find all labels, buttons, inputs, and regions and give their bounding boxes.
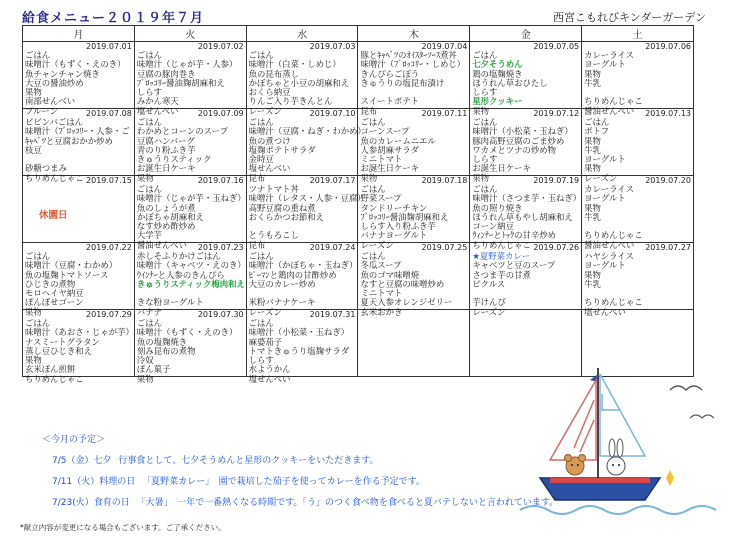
day-cell bbox=[134, 306, 246, 384]
snack-item: みかん寒天 bbox=[136, 96, 179, 107]
menu-item: 豆腐ハンバーグ bbox=[136, 135, 195, 146]
menu-item: ナスミートグラタン bbox=[25, 336, 100, 347]
seagull-icon bbox=[690, 415, 714, 418]
menu-item: ごはん bbox=[472, 50, 498, 60]
menu-item: 果物 bbox=[25, 87, 42, 98]
menu-item: 大豆の醤油炒め bbox=[25, 77, 84, 88]
schedule-heading: ＜今月の予定＞ bbox=[42, 435, 106, 445]
menu-item: カレーライス bbox=[584, 184, 635, 194]
menu-item: ヨーグルト bbox=[584, 59, 626, 70]
snack-item: 南部せんべい bbox=[25, 96, 76, 107]
school-name: 西宮こもれびキンダーガーデン bbox=[552, 11, 706, 24]
snack-item: ぽんぽせゴーン bbox=[25, 297, 84, 308]
schedule-date: 7/5（金）七夕 bbox=[52, 456, 112, 466]
menu-item: ごはん bbox=[248, 50, 274, 60]
snack-item: お誕生日ケーキ bbox=[136, 163, 196, 174]
snack-item: 果物 bbox=[136, 373, 154, 384]
menu-item: ミニトマト bbox=[360, 154, 403, 165]
menu-item: 味噌汁（あおさ・じゃが芋） bbox=[25, 327, 134, 338]
weekday-wed: 水 bbox=[246, 26, 358, 42]
day-date: 2019.07.11 bbox=[421, 109, 468, 118]
schedule-date: 7/11（火）料理の日 bbox=[52, 477, 136, 487]
star-icon bbox=[666, 470, 674, 486]
snack-item: 果物 bbox=[584, 163, 601, 174]
menu-item: 七夕そうめん bbox=[472, 59, 523, 70]
snack-item: お誕生日ケーキ bbox=[472, 163, 531, 174]
day-cell bbox=[358, 239, 470, 317]
day-date: 2019.07.01 bbox=[86, 42, 132, 51]
sailboat-illustration bbox=[520, 360, 735, 535]
menu-item: 冷奴 bbox=[136, 355, 154, 366]
week-row bbox=[23, 109, 694, 176]
weekday-fri: 金 bbox=[470, 26, 582, 42]
day-cell bbox=[246, 306, 358, 384]
snack-item: 星形クッキー bbox=[472, 96, 523, 107]
menu-item: 人参胡麻サラダ bbox=[360, 144, 420, 155]
snack-item: りんご入り芋きんとん bbox=[248, 96, 333, 107]
menu-item: ごはん bbox=[248, 117, 274, 127]
day-date: 2019.07.24 bbox=[309, 243, 356, 252]
footer-disclaimer: *献立内容が変更になる場合もございます。ご了承ください。 bbox=[20, 523, 226, 532]
menu-item: かぼちゃ胡麻和え bbox=[136, 211, 204, 222]
day-date: 2019.07.06 bbox=[645, 42, 691, 51]
menu-item: 果物 bbox=[584, 269, 601, 280]
menu-item: ほうれん草おひたし bbox=[472, 77, 548, 88]
menu-item: おくら納豆 bbox=[248, 87, 291, 98]
schedule-text: 「夏野菜カレー」 園で栽培した茄子を使ってカレーを作る予定です。 bbox=[142, 477, 425, 487]
snack-item: 水ようかん bbox=[248, 364, 291, 375]
menu-item: 味噌汁（じゃが芋・人参） bbox=[136, 59, 238, 70]
menu-item: 大豆のカレー炒め bbox=[248, 278, 316, 289]
menu-item: 味噌汁（もずく・えのき） bbox=[136, 327, 238, 338]
menu-item: ごはん bbox=[136, 184, 162, 194]
snack-item: レーズン bbox=[472, 306, 506, 317]
day-date: 2019.07.13 bbox=[645, 109, 691, 118]
menu-item: なすと豆腐の味噌炒め bbox=[360, 278, 445, 289]
menu-item: ピクルス bbox=[472, 278, 506, 289]
menu-item: 味噌汁（白菜・しめじ） bbox=[248, 59, 341, 70]
calendar-body bbox=[23, 42, 694, 384]
menu-item: 枝豆 bbox=[25, 144, 42, 155]
menu-item: ごはん bbox=[25, 50, 51, 60]
menu-calendar bbox=[22, 25, 694, 384]
menu-item: ごはん bbox=[136, 50, 162, 60]
snack-item: お誕生日ケーキ bbox=[360, 163, 420, 174]
menu-item: ﾋﾟｰﾏﾝと鶏肉の甘酢炒め bbox=[248, 269, 337, 280]
menu-item: モロヘイヤ納豆 bbox=[25, 288, 84, 299]
day-cell bbox=[358, 306, 470, 377]
snack-item: ちりめんじゃこ bbox=[584, 230, 643, 241]
day-date: 2019.07.22 bbox=[86, 243, 132, 252]
snack-item: レーズン bbox=[584, 172, 618, 183]
day-cell bbox=[470, 239, 582, 317]
menu-item: 金時豆 bbox=[248, 154, 274, 165]
weekday-thu: 木 bbox=[358, 26, 470, 42]
snack-item: 塩せんべい bbox=[248, 373, 291, 384]
snack-item: 果物 bbox=[360, 172, 378, 183]
schedule-line bbox=[52, 474, 582, 487]
snack-item: 昆布 bbox=[360, 105, 378, 116]
day-date: 2019.07.10 bbox=[309, 109, 356, 118]
menu-item: ごはん bbox=[25, 251, 51, 261]
menu-item: 豆腐の豚肉巻き bbox=[136, 68, 196, 79]
menu-item: ハヤシライス bbox=[584, 251, 634, 261]
menu-item: ﾌﾞﾛｯｺﾘｰ醤油麹胡麻和え bbox=[136, 77, 225, 88]
menu-item: 果物 bbox=[584, 135, 601, 146]
menu-item: 味噌汁（ﾌﾞﾛｯｺﾘｰ・人参・ご bbox=[25, 126, 130, 137]
menu-item: 赤しそふりかけごはん bbox=[136, 251, 221, 261]
menu-item: ｷｬﾍﾞﾂと豆腐おかか炒め bbox=[25, 135, 113, 146]
menu-item: ほうれん草もやし胡麻和え bbox=[472, 211, 573, 222]
snack-item: バナナ bbox=[136, 306, 162, 317]
menu-item: コーン納豆 bbox=[472, 221, 515, 232]
day-date: 2019.07.27 bbox=[645, 243, 691, 252]
schedule-line bbox=[52, 453, 582, 466]
menu-item: しらす bbox=[136, 87, 162, 98]
menu-item: わかめとコーンのスープ bbox=[136, 126, 228, 137]
menu-item: キャベツと豆のスープ bbox=[472, 260, 556, 271]
menu-item: さつま芋の甘煮 bbox=[472, 269, 531, 280]
menu-item: トマトきゅうり塩麹サラダ bbox=[248, 345, 350, 356]
seagull-icon bbox=[670, 386, 702, 390]
menu-item: 味噌汁（じゃが芋・玉ねぎ） bbox=[136, 193, 246, 204]
menu-item: 味噌汁（さつま芋・玉ねぎ） bbox=[472, 193, 582, 204]
menu-item: 青のり粉ふき芋 bbox=[136, 144, 196, 155]
holiday-label: 休園日 bbox=[39, 210, 68, 221]
menu-item: ビビンバごはん bbox=[25, 117, 84, 127]
menu-item: 牛乳 bbox=[584, 211, 601, 222]
menu-item: ひじきの煮物 bbox=[25, 278, 76, 289]
snack-item: 昆布 bbox=[248, 239, 266, 250]
day-date: 2019.07.05 bbox=[533, 42, 580, 51]
snack-item: レーズン bbox=[360, 239, 394, 250]
menu-item: ★夏野菜カレー bbox=[472, 251, 531, 261]
menu-item: 冬瓜スープ bbox=[360, 260, 402, 271]
snack-item: 果物 bbox=[472, 172, 490, 183]
menu-item: 高野豆腐の重ね煮 bbox=[248, 202, 316, 213]
snack-item: ぽん菓子 bbox=[136, 364, 171, 375]
menu-item: ごはん bbox=[472, 117, 498, 127]
snack-item: スイートポテト bbox=[360, 96, 419, 107]
menu-item: なす炒め酢炒め bbox=[136, 221, 196, 232]
day-date: 2019.07.08 bbox=[86, 109, 132, 118]
menu-item: 野菜スープ bbox=[360, 193, 402, 204]
snack-item: 昆布 bbox=[248, 172, 266, 183]
menu-item: ヨーグルト bbox=[584, 154, 626, 165]
menu-item: 味噌汁（かぼちゃ・玉ねぎ） bbox=[248, 260, 358, 271]
snack-item: とうもろこし bbox=[248, 230, 299, 241]
menu-item: 魚の煮つけ bbox=[248, 135, 291, 146]
menu-item: ﾌﾞﾛｯｺﾘｰ醤油麹胡麻和え bbox=[360, 211, 449, 222]
snack-item: きな粉ヨーグルト bbox=[136, 297, 204, 308]
menu-item: きゅうりの塩昆布漬け bbox=[360, 77, 445, 88]
snack-item: 果物 bbox=[472, 105, 490, 116]
menu-item: ごはん bbox=[136, 117, 162, 127]
menu-item: 麻婆茄子 bbox=[248, 336, 283, 347]
menu-item: 味噌汁（豆腐・ねぎ・わかめ） bbox=[248, 126, 366, 137]
menu-item: 魚の照り焼き bbox=[472, 202, 523, 213]
menu-item: 味噌汁（キャベツ・えのき） bbox=[136, 260, 246, 271]
monthly-schedule bbox=[22, 432, 582, 508]
menu-item: 味噌汁（ﾌﾞﾛｯｺﾘｰ・しめじ） bbox=[360, 59, 466, 70]
day-date: 2019.07.25 bbox=[421, 243, 468, 252]
snack-item: 塩せんべい bbox=[136, 105, 179, 116]
menu-item: 魚の塩麹焼き bbox=[136, 336, 188, 347]
menu-item: ポトフ bbox=[584, 126, 610, 137]
menu-item: 豚肉高野豆腐のごま炒め bbox=[472, 135, 565, 146]
day-date: 2019.07.19 bbox=[533, 176, 580, 185]
snack-item: レーズン bbox=[248, 306, 282, 317]
snack-item: プルーン bbox=[25, 105, 58, 116]
menu-item: 豚とｷｬﾍﾞﾂのｵｲｽﾀｰｿｰｽ煮丼 bbox=[360, 50, 457, 60]
menu-title: 給食メニュー２０１９年７月 bbox=[22, 11, 205, 26]
day-cell bbox=[23, 172, 135, 243]
week-row bbox=[23, 42, 694, 109]
schedule-text: 「大暑」 一年で一番熱くなる時期です。「う」のつく食べ物を食べると夏バテしないと言われています。 bbox=[136, 498, 559, 508]
menu-item: ごはん bbox=[360, 184, 386, 194]
day-date: 2019.07.03 bbox=[309, 42, 356, 51]
snack-item: 果物 bbox=[25, 306, 42, 317]
day-date: 2019.07.18 bbox=[421, 176, 468, 185]
menu-item: ごはん bbox=[136, 318, 162, 328]
weekday-mon: 月 bbox=[23, 26, 135, 42]
snack-item: 醤油せんべい bbox=[584, 105, 635, 116]
menu-item: 果物 bbox=[584, 68, 601, 79]
snack-item: 玄米ぽん煎餅 bbox=[25, 364, 76, 375]
bear-icon bbox=[565, 455, 586, 476]
menu-item: 魚の塩麹トマトソース bbox=[25, 269, 109, 280]
menu-item: 味噌汁（豆腐・わかめ） bbox=[25, 260, 118, 271]
menu-item: ごはん bbox=[248, 318, 274, 328]
snack-item: バナナヨーグルト bbox=[360, 230, 428, 241]
day-date: 2019.07.15 bbox=[86, 176, 132, 185]
snack-item: 醤油せんべい bbox=[584, 239, 635, 250]
menu-item: 魚のしょうが煮 bbox=[136, 202, 196, 213]
menu-item: コーンスープ bbox=[360, 126, 410, 137]
snack-item: ちりめんじゃこ bbox=[25, 373, 84, 384]
menu-item: ヨーグルト bbox=[584, 260, 626, 271]
menu-item: 蒸し豆ひじき和え bbox=[25, 345, 92, 356]
menu-item: ワカメとツナの炒め物 bbox=[472, 144, 557, 155]
snack-item: 米粉バナナケーキ bbox=[248, 297, 316, 308]
day-date: 2019.07.04 bbox=[421, 42, 468, 51]
snack-item: ｳｨﾝﾅｰとﾄｯｸの甘辛炒め bbox=[472, 230, 557, 241]
menu-item: ごはん bbox=[360, 251, 386, 261]
week-row bbox=[23, 176, 694, 243]
snack-item: 塩せんべい bbox=[584, 306, 626, 317]
snack-item: レーズン bbox=[248, 105, 282, 116]
schedule-date: 7/23(火）食育の日 bbox=[52, 498, 130, 508]
menu-item: ごはん bbox=[360, 117, 386, 127]
menu-item: 魚のゴマ味噌焼 bbox=[360, 269, 420, 280]
day-date: 2019.07.16 bbox=[197, 176, 244, 185]
menu-item: かぼちゃと小豆の胡麻和え bbox=[248, 77, 350, 88]
snack-item: ちりめんじゃこ bbox=[584, 297, 643, 308]
menu-item: 果物 bbox=[25, 355, 42, 366]
snack-item: 果物 bbox=[136, 172, 154, 183]
weekday-tue: 火 bbox=[134, 26, 246, 42]
snack-item: 芋けんぴ bbox=[472, 297, 506, 308]
schedule-line bbox=[52, 495, 582, 508]
menu-item: 刻み昆布の煮物 bbox=[136, 345, 196, 356]
day-date: 2019.07.09 bbox=[197, 109, 244, 118]
menu-item: ごはん bbox=[584, 117, 610, 127]
day-date: 2019.07.26 bbox=[533, 243, 580, 252]
menu-item: 味噌汁（小松菜・玉ねぎ） bbox=[248, 327, 350, 338]
menu-item: しらす入り粉ふき芋 bbox=[360, 221, 436, 232]
day-date: 2019.07.17 bbox=[309, 176, 356, 185]
menu-item: 牛乳 bbox=[584, 278, 601, 289]
menu-item: 魚の昆布蒸し bbox=[248, 68, 299, 79]
week-row bbox=[23, 243, 694, 310]
weekday-header-row bbox=[23, 26, 694, 42]
menu-item: 果物 bbox=[584, 202, 601, 213]
menu-item: 魚チャンチャン焼き bbox=[25, 68, 100, 79]
schedule-text: 行事食として、七夕そうめんと星形のクッキーをいただきます。 bbox=[118, 456, 379, 466]
menu-item: 塩麹ポテトサラダ bbox=[248, 144, 316, 155]
snack-item: 玄米おかき bbox=[360, 306, 403, 317]
weekday-sat: 土 bbox=[582, 26, 694, 42]
menu-item: ごはん bbox=[248, 251, 274, 261]
menu-item: カレーライス bbox=[584, 50, 635, 60]
menu-item: 魚のカレームニエル bbox=[360, 135, 436, 146]
menu-item: おくらかつお節和え bbox=[248, 211, 325, 222]
day-date: 2019.07.30 bbox=[197, 310, 244, 319]
day-cell bbox=[23, 306, 135, 384]
menu-item: きんぴらごぼう bbox=[360, 68, 420, 79]
day-date: 2019.07.02 bbox=[197, 42, 244, 51]
snack-item: ちりめんじゃこ bbox=[25, 172, 84, 183]
snack-item: 塩せんべい bbox=[248, 163, 291, 174]
day-date: 2019.07.23 bbox=[197, 243, 244, 252]
menu-item: 味噌汁（もずく・えのき） bbox=[25, 59, 126, 70]
day-cell bbox=[582, 239, 694, 317]
menu-item: ヨーグルト bbox=[584, 193, 626, 204]
snack-item: 醤油せんべい bbox=[136, 239, 187, 250]
snack-item: 夏天入参オレンジゼリー bbox=[360, 297, 453, 308]
menu-item: ミニトマト bbox=[360, 288, 403, 299]
day-date: 2019.07.29 bbox=[86, 310, 132, 319]
snack-item: 砂糖つまみ bbox=[25, 163, 67, 174]
menu-item: しらす bbox=[472, 87, 498, 98]
snack-item: 大学芋 bbox=[136, 230, 162, 241]
menu-item: タンドリーチキン bbox=[360, 202, 428, 213]
menu-item: 味噌汁（レタス・人参・豆腐） bbox=[248, 193, 366, 204]
day-date: 2019.07.31 bbox=[309, 310, 356, 319]
menu-item: 鶏の塩麹焼き bbox=[472, 68, 523, 79]
menu-item: しらす bbox=[472, 154, 498, 165]
menu-item: きゅうりスティック梅肉和え bbox=[136, 278, 245, 289]
menu-item: きゅうりスティック bbox=[136, 154, 212, 165]
menu-item: ごはん bbox=[472, 184, 498, 194]
menu-item: 牛乳 bbox=[584, 77, 601, 88]
menu-item: ツナトマト丼 bbox=[248, 184, 299, 194]
day-date: 2019.07.12 bbox=[533, 109, 580, 118]
day-date: 2019.07.20 bbox=[645, 176, 691, 185]
menu-item: 味噌汁（小松菜・玉ねぎ） bbox=[472, 126, 573, 137]
snack-item: ちりめんじゃこ bbox=[472, 239, 531, 250]
menu-item: しらす bbox=[248, 355, 274, 366]
menu-item: 牛乳 bbox=[584, 144, 601, 155]
menu-item: ｳｲﾝﾅｰと人参のきんぴら bbox=[136, 269, 225, 280]
snack-item: ちりめんじゃこ bbox=[584, 96, 643, 107]
menu-item: ごはん bbox=[25, 318, 51, 328]
